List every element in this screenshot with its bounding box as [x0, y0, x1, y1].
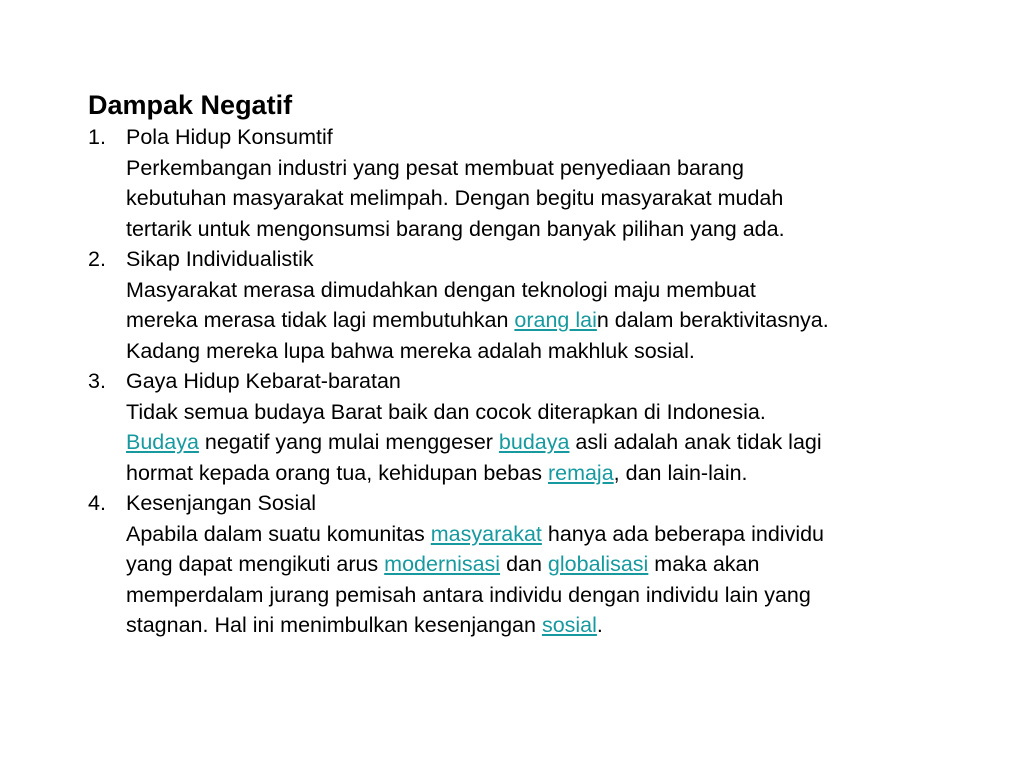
list-item-text-line	[126, 610, 988, 641]
text-segment: yang dapat mengikuti arus	[126, 552, 385, 576]
text-segment: Tidak semua budaya Barat baik dan cocok diterapkan di Indonesia.	[126, 399, 766, 424]
list-item-text-line	[126, 549, 988, 580]
list-item-text-line	[126, 153, 988, 184]
list-item-number: 2.	[88, 247, 106, 271]
list-item-text-line	[126, 580, 988, 611]
text-segment: asli adalah anak tidak lagi	[569, 430, 822, 454]
list-item-title: Gaya Hidup Kebarat-baratan	[126, 369, 401, 393]
hyperlink[interactable]: budaya	[498, 430, 570, 454]
list-item-body	[126, 244, 988, 366]
list-item-number: 4.	[88, 491, 106, 515]
text-segment: mereka merasa tidak lagi membutuhkan	[126, 308, 515, 332]
text-segment: stagnan. Hal ini menimbulkan kesenjangan	[126, 613, 542, 637]
list-item-body	[126, 366, 988, 488]
list-item-text-line	[126, 214, 988, 245]
list-item-number: 3.	[88, 369, 106, 393]
text-segment: dan	[500, 552, 548, 576]
numbered-list	[88, 122, 988, 641]
list-item	[88, 122, 988, 244]
list-item-text-line	[126, 336, 988, 367]
list-item-text-line	[126, 183, 988, 214]
list-item-title: Kesenjangan Sosial	[126, 491, 317, 515]
list-item	[88, 366, 988, 488]
hyperlink[interactable]: Budaya	[126, 430, 199, 454]
text-segment: Apabila dalam suatu komunitas	[126, 521, 431, 546]
list-item-body	[126, 122, 988, 244]
text-segment: .	[596, 613, 603, 637]
list-item-title: Sikap Individualistik	[126, 247, 314, 271]
list-item	[88, 244, 988, 366]
text-segment: Kadang mereka lupa bahwa mereka adalah makhluk sosial.	[126, 338, 695, 363]
hyperlink[interactable]: remaja	[547, 460, 614, 485]
slide-content	[88, 88, 988, 641]
list-item-text-line	[126, 427, 988, 458]
list-item-text-line	[126, 519, 988, 550]
text-segment: hormat kepada orang tua, kehidupan bebas	[126, 460, 548, 485]
hyperlink[interactable]: masyarakat	[430, 521, 542, 546]
hyperlink[interactable]: orang lai	[514, 308, 597, 332]
slide-heading: Dampak Negatif	[88, 90, 293, 120]
list-item-text-line	[126, 397, 988, 428]
list-item-text-line	[126, 275, 988, 306]
text-segment: n dalam beraktivitasnya.	[596, 308, 829, 332]
hyperlink[interactable]: sosial	[541, 613, 597, 637]
list-item-number: 1.	[88, 125, 106, 149]
text-segment: negatif yang mulai menggeser	[198, 430, 499, 454]
hyperlink[interactable]: globalisasi	[547, 552, 649, 576]
list-item-text-line	[126, 305, 988, 336]
text-segment: kebutuhan masyarakat melimpah. Dengan begitu masyarakat mudah	[126, 186, 784, 210]
list-item	[88, 488, 988, 641]
text-segment: tertarik untuk mengonsumsi barang dengan banyak pilihan yang ada.	[126, 216, 785, 241]
list-item-text-line	[126, 458, 988, 489]
text-segment: memperdalam jurang pemisah antara individu dengan individu lain yang	[126, 582, 811, 607]
list-item-title: Pola Hidup Konsumtif	[126, 125, 333, 149]
text-segment: Perkembangan industri yang pesat membuat penyediaan barang	[126, 155, 744, 180]
text-segment: hanya ada beberapa individu	[541, 521, 825, 546]
text-segment: Masyarakat merasa dimudahkan dengan teknologi maju membuat	[126, 277, 756, 302]
list-item-body	[126, 488, 988, 641]
text-segment: maka akan	[648, 552, 760, 576]
text-segment: , dan lain-lain.	[613, 460, 748, 485]
hyperlink[interactable]: modernisasi	[384, 552, 501, 576]
